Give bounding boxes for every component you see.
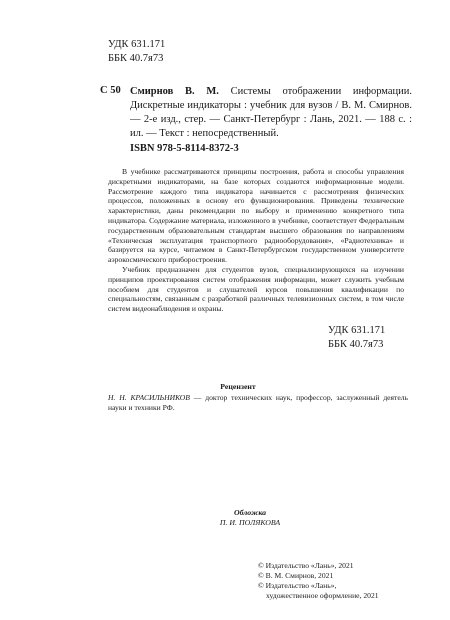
copyright-line-1: © Издательство «Лань», 2021 bbox=[258, 561, 354, 570]
copyright-line-2: © В. М. Смирнов, 2021 bbox=[258, 570, 334, 580]
cover-credit-name: П. И. ПОЛЯКОВА bbox=[219, 518, 281, 527]
isbn: ISBN 978-5-8114-8372-3 bbox=[130, 143, 239, 154]
cover-credit-title: Обложка bbox=[233, 508, 267, 517]
catalog-author: Смирнов В. М. bbox=[130, 86, 219, 97]
copyright-block bbox=[258, 561, 379, 601]
classification-top bbox=[108, 38, 165, 66]
bbk-code: ББК 40.7я73 bbox=[108, 53, 164, 64]
bbk-code-right: ББК 40.7я73 bbox=[328, 339, 384, 350]
reviewer-block bbox=[108, 393, 408, 413]
catalog-code: С 50 bbox=[100, 85, 121, 96]
reviewer-description: — доктор технических наук, профессор, заслуженный деятель науки и техники РФ. bbox=[108, 393, 408, 412]
cover-credit bbox=[200, 508, 300, 528]
udk-code: УДК 631.171 bbox=[108, 39, 166, 50]
udk-code-right: УДК 631.171 bbox=[328, 325, 386, 336]
abstract bbox=[108, 167, 404, 314]
abstract-paragraph-1: В учебнике рассматриваются принципы построения, работа и способы управления дискретными индикаторами, на базе которых создаются информационные модели. Рассмотрение каждого типа индикатора начинается с рассмотрения физических процессов, положенных в основу его функционирования. Приведены технические характеристики, даны рекомендации по выбору и применению конкретного типа индикатора. Содержание материала, изложенного в учебнике, соответствует Федеральным государственным образовательным стандартам высшего образования по направлениям «Техническая эксплуатация транспортного радиооборудования», «Радиотехника» и базируется на курсе, читаемом в Санкт-Петербургском государственном университете аэрокосмического приборостроения. bbox=[108, 167, 404, 265]
copyright-line-4: художественное оформление, 2021 bbox=[266, 590, 379, 600]
catalog-description: Системы отображении информации. Дискретные индикаторы : учебник для вузов / В. М. Смирнов. — 2-е изд., стер. — Санкт-Петербург : Лань, 2021. — 188 с. : ил. — Текст : непосредственный. bbox=[130, 86, 412, 139]
copyright-line-3: © Издательство «Лань», bbox=[258, 580, 337, 590]
classification-right bbox=[328, 324, 385, 352]
abstract-paragraph-2: Учебник предназначен для студентов вузов, специализирующихся на изучении принципов проектирования систем отображения информации, может служить учебным пособием для студентов и слушателей курсов повышения квалификации по специальностям, связанным с разработкой различных телевизионных систем, в том числе систем видеонаблюдения и охраны. bbox=[108, 264, 404, 314]
reviewer-heading: Рецензент bbox=[220, 382, 256, 391]
catalog-description-block bbox=[130, 85, 412, 141]
catalog-record bbox=[100, 85, 412, 141]
reviewer-name: Н. Н. КРАСИЛЬНИКОВ bbox=[108, 393, 190, 402]
